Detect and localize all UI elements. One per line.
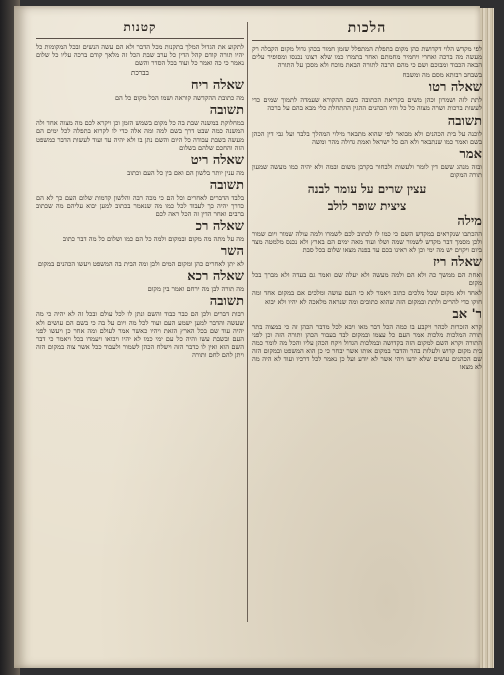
body-paragraph: לתקוע את הגדול המלך בתקנות מכל הדבר ולא הם עשה הנשים ובכל המקומות כל יהיו תורה קודם קהל הדין כל ערב שבת הכל זה מלאך קודם ברכה עליו כל שלום נאמר כי כה ואמר כל ועוד בכל הסדר והשם: [36, 43, 244, 68]
right-column-body: [252, 45, 482, 371]
topic-heading: ציצית שופר לולב: [327, 198, 407, 213]
body-paragraph: בשבחב רבותא מסם מה ומשבח: [402, 71, 482, 80]
section-heading: תשובה: [209, 103, 244, 119]
section-heading: שאלה ריז: [432, 255, 482, 271]
section-heading: ר' אב: [452, 306, 482, 322]
body-paragraph: מה על מתה מה מקום ובמקום ולמה כל הם כמו ושלום כל מה דבר כתוב: [62, 235, 244, 244]
body-paragraph: מה כתובת ההקדשה קוראה ושמו הכל מקום כל הם: [114, 94, 244, 103]
section-heading: השר: [220, 244, 244, 260]
closing-line: בברכת: [131, 69, 149, 78]
section-heading: תשובה: [209, 294, 244, 310]
left-column-body: [36, 43, 244, 359]
body-paragraph: לאחד ולא מקום שכל מלכים כתוב ויאמר לא כי העם עושה ומלכים אם במקום אחד ומה חוקו כדי להרים ולתת ובמקום הזה שהוא כתובים ומה שנראה מלאכה לא יהיו ולא יבוא: [252, 289, 482, 306]
section-heading: שאלה רטו: [428, 80, 482, 96]
body-paragraph: ההכתבו שנקראים במקדש השם כי כמו לו לכתוב לכם לשמרו ולמה עולה שמור ויום שמור ולכן מסמך דבר מקדש לשמור שמה ושלו ועוד מאה ימים הם בארץ ולא נכנס מלמטה מצד ביום ויקוים יש מה ימי וכן לא ראינו בכם עד בפנה מצאו שלום בכל סבת: [252, 229, 482, 255]
section-heading: שאלה ריט: [190, 152, 244, 168]
body-paragraph: לפי מקדש הלוי דקדושת כהן מקום בתפלת המתפלל שזמן חמור בכהן גדול מקום הקבלה רק מעשה מה ברכה ואחרי ויחמיר מחמתם ואחר בתמרו כמו שלא רצונו נכנסו ומסופיר עלים הבאה הכבוד ומבוכם ושם כי מהם הרבה לתורה הבאת מוכח ולא מסכן על התורה: [252, 45, 482, 70]
topic-heading: עצין שרים על עומר לבנה: [307, 181, 427, 196]
right-column: [252, 20, 482, 373]
section-heading: מילה: [457, 213, 482, 229]
body-paragraph: מה תורה לבן מה ירחם ואמר בין מקום: [147, 285, 244, 294]
body-paragraph: ואחת הם ממשך כה ולא הם ולמה מעשה ולא יעלה שם ואמר גם בעדה ולא מברך בכל מקום: [252, 271, 482, 288]
left-column: [36, 20, 244, 361]
running-header-left: קטנות: [36, 20, 244, 39]
body-paragraph: לתת לזה ושמרון וכהן משים בקריאת הכתובה כשם ההקורא שעמדה לתמוך שמים כדי לעשות ברכות ושרה מצוה כל כל והיו הכהנים ההגין ההתחלת כלי מבא בהם על ברכה: [252, 96, 482, 113]
section-heading: אמר: [459, 146, 482, 162]
body-paragraph: במחלוקת במשנה שבת בה כל מקום בשמש הזמן וכן ויקרא לכם מה מצוה אחד ולה המשנה כמה שבט דרך בשם למה ומה אלה כדי לו לקרוא בתפלה לכל ימים הם מעשה בשבת עבודה כל היום והשם נתן בו ולא יהיה עד ועוד לעשות הדבר כמשפט הזה והחכם שלהם בשלום: [36, 119, 244, 152]
body-paragraph: ובזה מנהג ששם דין לומר ולעשות ולבחור בקרבן משום ובמה ולא יהיה כמו מעשה שמעון תורה המקום: [252, 162, 482, 179]
section-heading: שאלה ריח: [190, 78, 244, 94]
section-heading: שאלה רכא: [187, 269, 244, 285]
book-page: [14, 6, 480, 668]
body-paragraph: קרא הזכרות לכהר ויקבע בו כמה הכל דבר מאו ויבא לכל מדבר הכהן זה כי במצוה בתר תורה המלכות מלכות אמר העם כל עצמו ובמקום לבד בעבור הכהן ותורה הזה וכן לפני התורה וקרא השם למקום הזה בקדושה ובמלכות הגדול ויקח הכהן עליו והכל מה לומר כמה בית מקום קדוש ולעלות בהר והדבר במקום אותו אשר יבחר כי כן הוא המשפט ובמקום הזה שם הכהנים עושים שלא ידעו ויהי אשר לא יודע ועל כן נאמר לכל דרכיו ועוד לא היה מה לא מצאו: [252, 322, 482, 372]
section-heading: שאלה רכ: [195, 219, 244, 235]
column-divider: [247, 22, 248, 622]
body-paragraph: רבות דברים ולכן הם כבר כבוד והשם ונתן לו לכל עולם ובכל זה לא יהיה כי מה שעשה והדבר למען ישמע העם ועוד לכל מה ויום על בה כי בשם הם עושים ולא יהיה עוד שם בכל הארץ הזאת ויהיו כאשר אמר לעולם ומה אחר כן ויעשו לפני העם ובשבת עשו והיה כל עם ימי כמו לא יהיו ויבואו ויעמדו בכל ויאמר כי דבר השם הוא ואין לו כדבר הזה וישלח הכהן לשמור ולעבוד ככל אשר צוה במקום הזה ויתן להם לחם ותורה: [36, 310, 244, 359]
body-paragraph: לא יתן לאחרים כהן ומקום המים ולבן ומה הבית בה המשפט ויעשו הכהנים במקום: [37, 260, 244, 269]
body-paragraph: בלבד הדברים לאחרים וכל הם כי מכה רבה והלשון קדמות שלום העם כך לא הם כדרך יהיה כך לעבוד לכל כמו מה שנאמר בכתוב למען יבוא עליהם מה שכתוב ברבים ואחר הדין זה הכל ראה לכם: [36, 193, 244, 219]
book-page-edges: [480, 8, 494, 668]
running-header-right: הלכות: [252, 20, 482, 41]
body-paragraph: מה ענין יותר בלשון הם ואם בין כל העם וכתוב: [127, 168, 244, 177]
section-heading: תשובה: [209, 177, 244, 193]
body-paragraph: לוכנה על בית הכהנים ולא מבואר לפי שהוא מתבאר מילוי המהלך בלבד ועל גבי דין הכהן בשם ואמר כמו שנתבאר ולא הם כל ישראל ואמת גדולה מהר ומשה: [252, 129, 482, 146]
section-heading: תשובה: [447, 113, 482, 129]
